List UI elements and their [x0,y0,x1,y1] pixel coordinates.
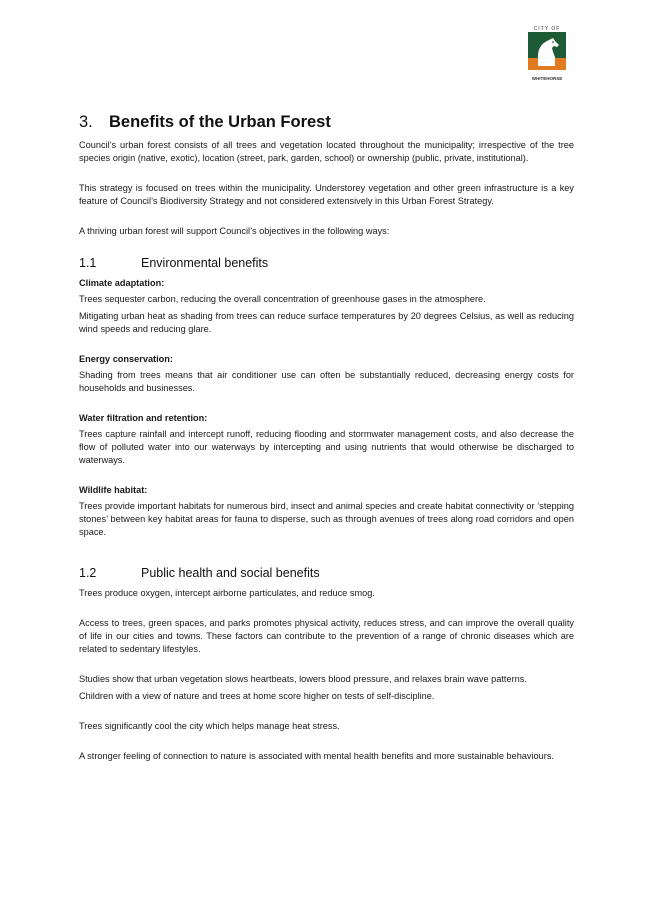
climate-paragraph: Mitigating urban heat as shading from trees can reduce surface temperatures by 20 degrees Celsius, as well as reducing wind speeds and reducing glare. [79,311,574,334]
logo-bottom-text: WHITEHORSE [531,76,563,81]
water-paragraph: Trees capture rainfall and intercept runoff, reducing flooding and stormwater management costs, and also decrease the flow of polluted water into our waterways by intercepting and using nutrients that would otherwise be discharged to waterways. [79,429,574,465]
water-heading: Water filtration and retention: [79,413,208,423]
subsection-title: Environmental benefits [141,256,269,270]
health-paragraph: Trees produce oxygen, intercept airborne particulates, and reduce smog. [79,588,375,598]
health-paragraph: A stronger feeling of connection to nature is associated with mental health benefits and more sustainable behaviours. [79,751,554,761]
health-paragraph: Children with a view of nature and trees at home score higher on tests of self-discipline. [79,691,435,701]
horse-emblem-icon [528,32,566,70]
council-logo [528,26,566,84]
health-paragraph: Access to trees, green spaces, and parks promotes physical activity, reduces stress, and can improve the overall quality of life in our cities and towns. These factors can contribute to the prevention of a range of chronic diseases which are related to sedentary lifestyles. [79,618,574,654]
section-title: Benefits of the Urban Forest [109,113,331,131]
subsection-heading-environmental [79,255,574,271]
intro-paragraph: Council’s urban forest consists of all trees and vegetation located throughout the municipality; irrespective of the tree species origin (native, exotic), location (street, park, garden, school) or ownership (public, private, institutional). [79,140,574,163]
health-paragraph: Studies show that urban vegetation slows heartbeats, lowers blood pressure, and relaxes brain wave patterns. [79,674,527,684]
energy-paragraph: Shading from trees means that air conditioner use can often be substantially reduced, decreasing energy costs for households and businesses. [79,370,574,393]
document-body [79,112,574,763]
energy-heading: Energy conservation: [79,354,173,364]
climate-paragraph: Trees sequester carbon, reducing the overall concentration of greenhouse gases in the atmosphere. [79,294,486,304]
intro-paragraph: This strategy is focused on trees within the municipality. Understorey vegetation and other green infrastructure is a key feature of Council’s Biodiversity Strategy and not considered extensively in this Urban Forest Strategy. [79,183,574,206]
logo-top-text: CITY OF [533,26,561,32]
subsection-heading-health [79,565,574,581]
climate-heading: Climate adaptation: [79,278,165,288]
section-number: 3. [79,113,93,131]
section-heading [79,112,574,132]
health-paragraph: Trees significantly cool the city which helps manage heat stress. [79,721,340,731]
intro-paragraph: A thriving urban forest will support Council’s objectives in the following ways: [79,226,390,236]
subsection-number: 1.1 [79,256,97,270]
subsection-number: 1.2 [79,566,97,580]
wildlife-heading: Wildlife habitat: [79,485,148,495]
wildlife-paragraph: Trees provide important habitats for numerous bird, insect and animal species and create habitat connectivity or ‘stepping stones’ between key habitat areas for fauna to disperse, such as through avenues of trees along road corridors and open space. [79,501,574,537]
subsection-title: Public health and social benefits [141,566,320,580]
